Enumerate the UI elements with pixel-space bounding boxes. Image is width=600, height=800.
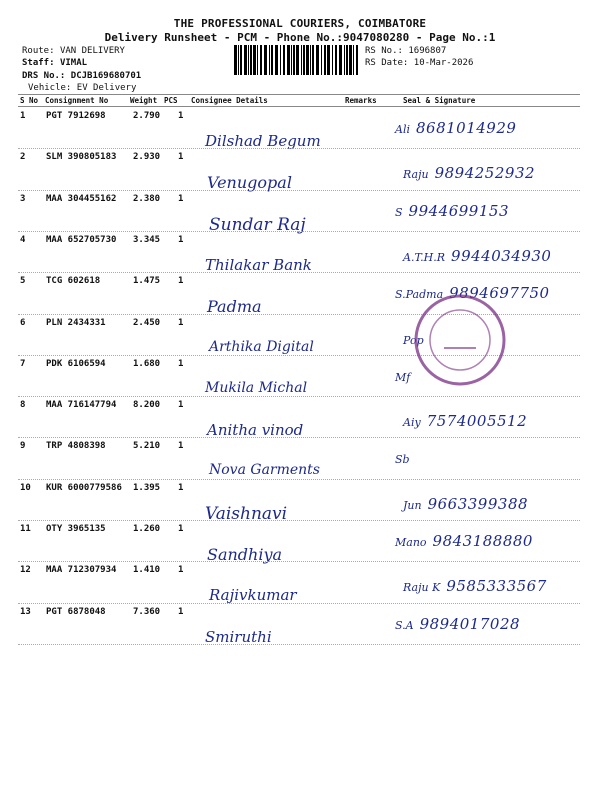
signature-name: A.T.H.R	[403, 250, 446, 264]
staff-label: Staff:	[22, 58, 55, 68]
row-consignee-handwritten: Mukila Michal	[205, 379, 308, 396]
row-divider	[18, 520, 580, 521]
signature-name: Raju K	[403, 581, 441, 595]
row-consignment-no: MAA 712307934	[46, 565, 117, 576]
signature-name: S.A	[395, 618, 414, 632]
row-divider	[18, 603, 580, 604]
signature-name: Sb	[395, 453, 410, 467]
row-consignment-no: KUR 6000779586	[46, 482, 122, 493]
row-sno: 3	[20, 193, 26, 204]
row-divider	[18, 231, 580, 232]
row-pcs: 1	[178, 524, 184, 534]
row-consignee-handwritten: Smiruthi	[205, 627, 272, 646]
rs-no-label: RS No.:	[365, 46, 403, 56]
row-sno: 11	[20, 524, 31, 534]
row-pcs: 1	[178, 606, 184, 617]
row-pcs: 1	[178, 358, 184, 369]
row-pcs: 1	[178, 441, 184, 452]
row-signature	[395, 614, 520, 633]
row-pcs: 1	[178, 152, 184, 163]
signature-phone: 7574005512	[426, 412, 528, 431]
row-sno: 8	[20, 400, 26, 411]
row-consignment-no: MAA 304455162	[46, 193, 117, 204]
row-sno: 9	[20, 441, 26, 452]
row-pcs: 1	[178, 317, 184, 328]
drs-value: DCJB169680701	[70, 71, 142, 81]
col-header-sno: S No	[20, 96, 39, 105]
col-header-remarks: Remarks	[345, 96, 377, 105]
row-pcs: 1	[178, 111, 184, 121]
row-divider	[18, 561, 580, 562]
col-header-weight: Weight	[130, 96, 158, 105]
signature-name: Raju	[403, 168, 429, 182]
row-pcs: 1	[178, 482, 184, 493]
signature-phone: 9843188880	[432, 532, 533, 550]
row-consignment-no: PLN 2434331	[46, 317, 106, 328]
signature-name: Mano	[395, 536, 427, 549]
staff-value: VIMAL	[59, 58, 88, 68]
row-consignee-handwritten: Nova Garments	[209, 462, 320, 479]
row-signature	[395, 531, 533, 550]
rs-no-value: 1696807	[408, 46, 447, 56]
row-sno: 13	[20, 606, 31, 617]
row-pcs: 1	[178, 276, 184, 287]
signature-name: Aiy	[403, 416, 421, 430]
signature-phone: 9663399388	[427, 494, 529, 513]
row-consignment-no: MAA 716147794	[46, 400, 117, 411]
row-sno: 1	[20, 111, 26, 121]
row-consignee-handwritten: Rajivkumar	[209, 586, 297, 605]
signature-phone: 9585333567	[446, 577, 547, 596]
row-signature	[403, 163, 535, 182]
signature-name: S	[395, 205, 403, 219]
row-consignment-no: MAA 652705730	[46, 234, 117, 245]
row-divider	[18, 396, 580, 397]
staff-line	[22, 58, 87, 68]
rs-date-value: 10-Mar-2026	[413, 58, 474, 68]
drs-line	[22, 71, 141, 81]
route-line	[22, 46, 125, 56]
row-consignment-no: OTY 3965135	[46, 524, 106, 534]
col-header-consignee: Consignee Details	[191, 96, 268, 105]
company-seal-stamp	[410, 290, 510, 390]
row-sno: 12	[20, 565, 31, 576]
row-weight: 1.680	[133, 358, 161, 369]
route-value: VAN DELIVERY	[59, 46, 125, 56]
signature-name: Ali	[395, 123, 410, 136]
row-consignee-handwritten: Arthika Digital	[209, 338, 314, 355]
route-label: Route:	[22, 46, 55, 56]
barcode	[234, 45, 360, 75]
row-divider	[18, 644, 580, 645]
row-pcs: 1	[178, 400, 184, 411]
row-weight: 3.345	[133, 234, 161, 245]
signature-phone: 9894252932	[434, 164, 536, 183]
row-consignee-handwritten: Thilakar Bank	[205, 255, 312, 274]
row-sno: 6	[20, 317, 26, 328]
row-weight: 2.930	[133, 152, 161, 163]
row-weight: 7.360	[133, 606, 161, 617]
row-consignee-handwritten: Dilshad Begum	[205, 132, 321, 150]
row-signature	[403, 576, 547, 595]
row-sno: 4	[20, 234, 26, 245]
row-weight: 1.260	[133, 524, 161, 534]
signature-phone: 9894017028	[419, 614, 521, 633]
row-weight: 2.790	[133, 111, 161, 121]
vehicle-label: Vehicle:	[28, 83, 72, 93]
col-header-seal: Seal & Signature	[403, 96, 476, 105]
row-consignee-handwritten: Venugopal	[207, 173, 292, 193]
row-weight: 2.450	[133, 317, 161, 328]
row-sno: 5	[20, 276, 26, 287]
row-pcs: 1	[178, 565, 184, 576]
col-header-consignment: Consignment No	[45, 96, 109, 105]
vehicle-line	[28, 83, 136, 93]
row-divider	[18, 190, 580, 191]
header-bottom-rule	[18, 106, 580, 107]
row-signature	[395, 201, 509, 220]
row-consignment-no: PDK 6106594	[46, 358, 106, 369]
row-consignment-no: SLM 390805183	[46, 152, 117, 163]
page-subtitle: Delivery Runsheet - PCM - Phone No.:9047080280 - Page No.:1	[104, 31, 496, 44]
signature-phone: 9944699153	[408, 201, 509, 220]
signature-name: S.Padma	[395, 288, 444, 302]
row-weight: 2.380	[133, 193, 161, 204]
row-sno: 2	[20, 152, 26, 163]
row-weight: 1.395	[133, 482, 161, 493]
signature-name: Jun	[403, 498, 422, 512]
signature-phone: 9894697750	[449, 284, 550, 303]
header-top-rule	[18, 94, 580, 95]
page-title: THE PROFESSIONAL COURIERS, COIMBATORE	[173, 17, 427, 30]
row-divider	[18, 437, 580, 438]
row-sno: 7	[20, 358, 26, 369]
row-signature	[395, 448, 416, 467]
drs-label: DRS No.:	[22, 71, 66, 81]
signature-phone: 8681014929	[415, 119, 517, 137]
rs-no-line	[365, 46, 446, 56]
row-weight: 1.410	[133, 565, 161, 576]
row-signature	[403, 411, 527, 430]
rs-date-line	[365, 58, 473, 68]
row-divider	[18, 148, 580, 149]
row-consignee-handwritten: Anitha vinod	[207, 421, 304, 440]
rs-date-label: RS Date:	[365, 58, 409, 68]
col-header-pcs: PCS	[164, 96, 178, 105]
row-consignee-handwritten: Sundar Raj	[209, 214, 306, 235]
row-consignment-no: PGT 6878048	[46, 606, 106, 617]
row-pcs: 1	[178, 234, 184, 245]
row-weight: 1.475	[133, 276, 161, 287]
row-signature	[403, 494, 528, 513]
row-signature	[395, 118, 516, 137]
signature-name: Mf	[395, 370, 411, 384]
signature-name: Pop	[403, 333, 424, 347]
row-pcs: 1	[178, 193, 184, 204]
row-weight: 8.200	[133, 400, 161, 411]
row-consignment-no: PGT 7912698	[46, 111, 106, 121]
row-sno: 10	[20, 482, 31, 493]
row-divider	[18, 479, 580, 480]
row-weight: 5.210	[133, 441, 161, 452]
signature-phone: 9944034930	[451, 246, 552, 265]
row-consignee-handwritten: Padma	[207, 297, 262, 317]
row-consignment-no: TCG 602618	[46, 276, 101, 287]
row-signature	[403, 246, 551, 265]
row-consignee-handwritten: Vaishnavi	[205, 503, 288, 524]
vehicle-value: EV Delivery	[76, 83, 137, 93]
row-divider	[18, 272, 580, 273]
row-consignee-handwritten: Sandhiya	[207, 545, 283, 564]
row-consignment-no: TRP 4808398	[46, 441, 106, 452]
